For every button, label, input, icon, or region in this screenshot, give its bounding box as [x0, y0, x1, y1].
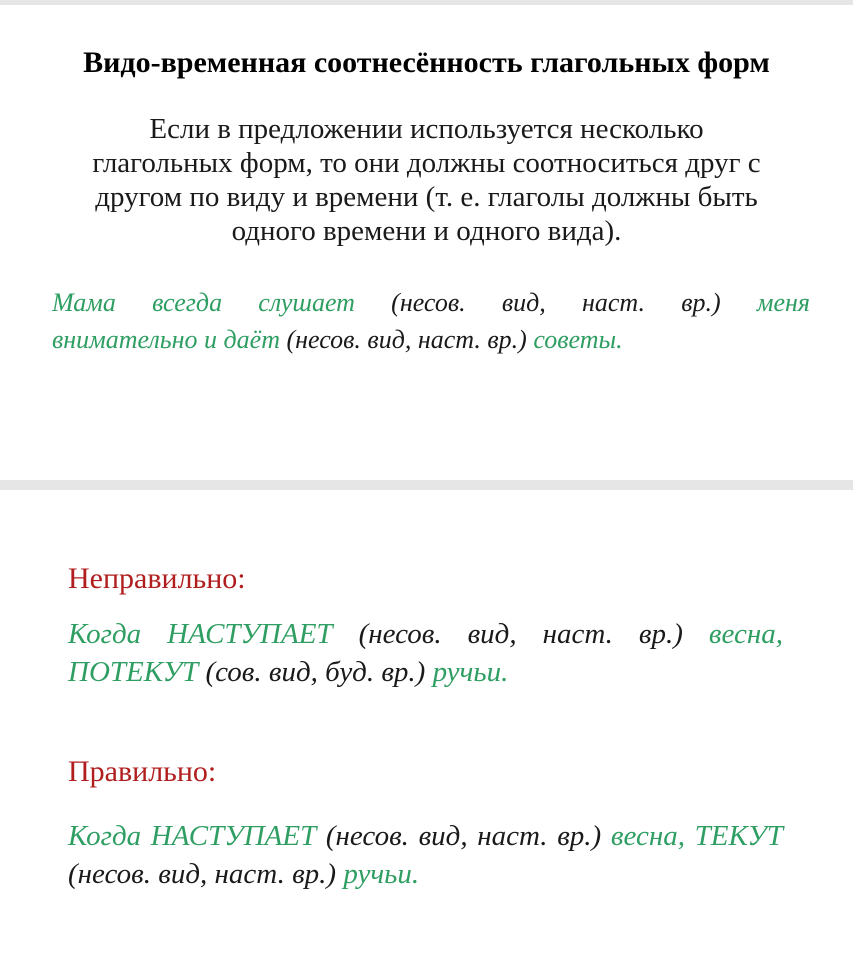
text-line	[0, 112, 853, 146]
text-line	[68, 817, 783, 855]
text-segment: ручьи.	[343, 858, 420, 890]
text-segment: глагольных форм, то они должны соотноситься друг с	[92, 147, 761, 179]
intro-paragraph	[0, 112, 853, 248]
text-line	[52, 284, 810, 321]
text-segment: (несов. вид, наст. вр.)	[391, 288, 757, 317]
correct-example-sentence	[68, 817, 783, 893]
text-segment: Если в предложении используется несколько	[149, 113, 704, 145]
text-line	[0, 214, 853, 248]
text-segment: Когда НАСТУПАЕТ	[68, 820, 326, 852]
text-segment: (несов. вид, наст. вр.)	[68, 858, 344, 890]
text-segment: внимательно и даёт	[52, 325, 287, 354]
incorrect-example-sentence	[68, 615, 783, 691]
text-line	[0, 146, 853, 180]
text-segment: (несов. вид, наст. вр.)	[286, 325, 534, 354]
text-line	[52, 321, 810, 358]
intro-example-sentence	[52, 284, 810, 358]
section-divider	[0, 480, 853, 490]
text-segment: (несов. вид, наст. вр.)	[358, 618, 709, 650]
text-segment: одного времени и одного вида).	[231, 215, 622, 247]
text-segment: Когда НАСТУПАЕТ	[68, 618, 359, 650]
text-segment: (несов. вид, наст. вр.)	[325, 820, 611, 852]
top-divider	[0, 0, 853, 5]
text-segment: ручьи.	[432, 656, 509, 688]
correct-label: Правильно:	[68, 755, 217, 788]
text-segment: советы.	[533, 325, 623, 354]
text-line	[68, 855, 783, 893]
text-segment: весна, ТЕКУТ	[610, 820, 783, 852]
text-line	[68, 615, 783, 653]
incorrect-label: Неправильно:	[68, 562, 246, 595]
text-segment: меня	[756, 288, 810, 317]
text-segment: Мама всегда слушает	[52, 288, 392, 317]
page-title: Видо-временная соотнесённость глагольных форм	[83, 46, 770, 79]
text-segment: весна,	[708, 618, 783, 650]
text-line	[0, 180, 853, 214]
text-segment: ПОТЕКУТ	[68, 656, 206, 688]
text-segment: (сов. вид, буд. вр.)	[205, 656, 433, 688]
text-segment: другом по виду и времени (т. е. глаголы должны быть	[95, 181, 758, 213]
text-line	[68, 653, 783, 691]
